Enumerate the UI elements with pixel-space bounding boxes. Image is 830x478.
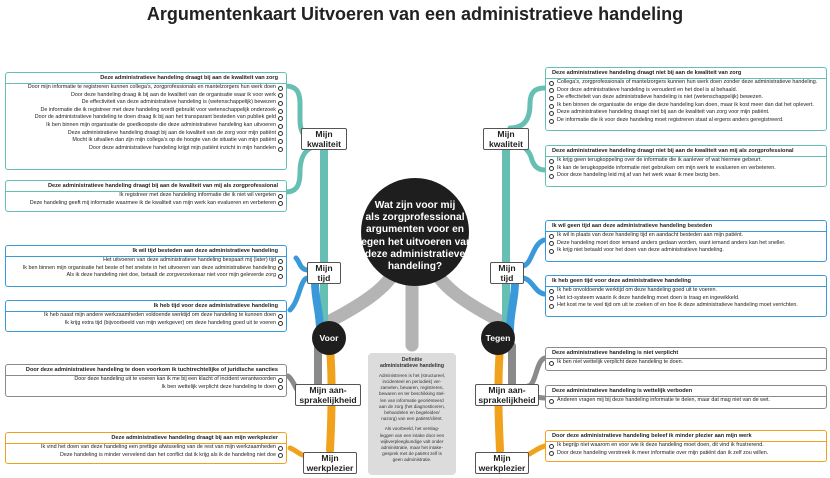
argument-line: Mocht ik uitvallen dan zijn mijn collega’s op de hoogte van de situatie van mijn patiënt [6,137,286,145]
bullet-dot-icon [278,446,283,451]
bullet-dot-icon [549,104,554,109]
argument-box-tegen-tijd-besteden [545,220,827,262]
argument-line: Deze administratieve handeling draagt niet bij aan de kwaliteit van zorg voor mijn patiënt. [546,109,826,117]
bullet-dot-icon [278,194,283,199]
bullet-dot-icon [549,241,554,246]
bullet-dot-icon [278,314,283,319]
bullet-dot-icon [549,304,554,309]
link-left-kwaliteit-2 [285,146,320,192]
tegen-node: Tegen [481,321,515,355]
argument-box-voor-kwaliteit-zorg [5,72,287,170]
argument-line: Ik vind het doen van deze handeling een prettige afwisseling van de rest van mijn werkzaamheden [6,444,286,452]
bullet-dot-icon [549,289,554,294]
bullet-dot-icon [278,109,283,114]
argument-line: Door mijn informatie te registreren kunnen collega’s, zorgprofessionals en mantelzorgers hun werk doen [6,84,286,92]
bullet-dot-icon [278,124,283,129]
definition-line: Als voorbeeld, het verslag- [384,426,440,432]
category-label-line: kwaliteit [489,139,523,149]
branch-right-tijd [510,282,515,330]
category-label-line: Mijn [497,129,515,139]
bullet-dot-icon [549,119,554,124]
category-label-line: tijd [500,273,514,283]
argument-box-heading: Deze administratieve handeling is niet verplicht [546,348,826,359]
definition-panel [368,353,456,475]
category-label-line: Mijn [315,129,333,139]
argument-box-heading: Deze administratieve handeling draagt bij aan de kwaliteit van mij als zorgprofessional [6,181,286,192]
bullet-dot-icon [278,378,283,383]
argument-line: Door de administratieve handeling te doen draag ik bij aan het transparant besteden van publiek geld [6,114,286,122]
argument-box-heading: Door deze administratieve handeling beleef ik minder plezier aan mijn werk [546,431,826,442]
bullet-dot-icon [549,451,554,456]
bullet-dot-icon [549,296,554,301]
definition-line: Administreren is het (structureel, [378,372,446,378]
bullet-dot-icon [549,96,554,101]
category-label-kwaliteit-left [301,128,347,150]
voor-node: Voor [312,321,346,355]
category-label-line: tijd [317,273,331,283]
category-label-line: Mijn aan- [488,385,526,395]
argument-line: Het uitvoeren van deze administratieve handeling bespaart mij (later) tijd [6,257,286,265]
definition-line: incidenteel en periodiek) ver- [382,379,442,385]
link-right-aansprakelijkheid-1 [528,358,545,386]
argument-line: Ik krijg geen terugkoppeling over de informatie die ik aanlever of wat hiermee gebeurt. [546,157,826,165]
bullet-dot-icon [278,274,283,279]
bullet-dot-icon [549,399,554,404]
category-label-line: Mijn [498,263,516,273]
argument-box-heading: Ik wil tijd besteden aan deze administratieve handeling [6,246,286,257]
bullet-dot-icon [278,385,283,390]
argument-line: Het kost me te veel tijd om uit te zoeken of en hoe ik deze administratieve handeling moet verrichten. [546,302,826,310]
bullet-dot-icon [278,93,283,98]
bullet-dot-icon [549,88,554,93]
bullet-dot-icon [278,147,283,152]
bullet-dot-icon [278,139,283,144]
argument-line: Door deze administratieve handeling krijgt mijn patiënt inzicht in mijn handelen [6,145,286,153]
category-label-tijd-left [307,262,341,284]
argument-line: Deze handeling geeft mij informatie waarmee ik de kwaliteit van mijn werk kan evalueren en verbeteren [6,200,286,208]
question-line: deze administratieve [364,248,466,260]
category-label-line: Mijn [321,453,339,463]
argument-box-heading: Ik wil geen tijd aan deze administratieve handeling besteden [546,221,826,232]
argument-line: De effectiviteit van deze administratieve handeling is (wetenschappelijk) bewezen [6,99,286,107]
bullet-dot-icon [278,86,283,91]
argument-line: Door deze handeling leid mij af van het werk waar ik mee bezig ben. [546,172,826,180]
argument-line: Ik krijg extra tijd (bijvoorbeeld van mijn werkgever) om deze handeling goed uit te voeren [6,320,286,328]
question-line: argumenten voor en [366,224,464,236]
definition-line: administratie, maar het intake- [381,445,443,451]
category-label-tijd-right [490,262,524,284]
category-label-line: Mijn aan- [309,385,347,395]
category-label-aansprakelijkheid-right [475,384,539,406]
argument-box-heading: Deze administratieve handeling is wettelijk verboden [546,386,826,397]
argument-box-heading: Deze administratieve handeling draagt bij aan de kwaliteit van zorg [6,73,286,84]
bullet-dot-icon [549,174,554,179]
bullet-dot-icon [278,259,283,264]
argument-box-tegen-tijd-hebben [545,275,827,317]
argument-box-tegen-kwaliteit-zorg [545,67,827,131]
argument-line: De informatie die ik voor deze handeling moet registreren staat al ergens anders geregistreerd. [546,117,826,125]
category-label-line: sprakelijkheid [299,395,357,405]
definition-title-line: administratieve handeling [380,363,444,370]
bullet-dot-icon [549,249,554,254]
argument-box-voor-tijd-besteden [5,245,287,287]
category-label-line: sprakelijkheid [478,395,536,405]
definition-title-line: Definitie [401,357,423,363]
argument-line: Ik heb naast mijn andere werkzaamheden voldoende werktijd om deze handeling te kunnen doen [6,312,286,320]
argument-box-heading: Deze administratieve handeling draagt niet bij aan de kwaliteit van mij als zorgprofessional [546,146,826,157]
definition-line: len van informatie georiënteerd [380,397,444,403]
argument-line: Ik kan de terugkoppelde informatie niet gebruiken om mijn werk te evalueren en verbeteren. [546,165,826,173]
argument-line: Deze administratieve handeling draagt bij aan de kwaliteit van de zorg voor mijn patiënt [6,130,286,138]
question-line: tegen het uitvoeren van [357,236,473,248]
category-label-line: werkplezier [478,463,526,473]
definition-title [370,357,454,370]
central-question [353,200,477,273]
argument-line: Ik wil in plaats van deze handeling tijd en aandacht besteden aan mijn patiënt. [546,232,826,240]
category-label-werkplezier-left [303,452,357,474]
argument-line: Het ict-systeem waarin ik deze handeling moet doen is traag en ingewikkeld. [546,295,826,303]
argument-line: Anderen vragen mij bij deze handeling informatie te delen, maar dat mag niet van de wet. [546,397,826,405]
definition-line: geen administratie. [392,457,432,463]
argument-box-heading: Door deze administratieve handeling te doen voorkom ik tuchtrechtelijke of juridische sancties [6,365,286,376]
argument-box-heading: Deze administratieve handeling draagt bij aan mijn werkplezier [6,433,286,444]
question-line: handeling? [387,261,443,273]
bullet-dot-icon [278,266,283,271]
argument-box-heading: Ik heb tijd voor deze administratieve handeling [6,301,286,312]
argument-line: Ik registreer met deze handeling informatie die ik niet wil vergeten [6,192,286,200]
bullet-dot-icon [278,201,283,206]
argument-line: Als ik deze handeling niet doe, betaalt de zorgverzekeraar niet voor mijn geleverde zorg [6,272,286,280]
bullet-dot-icon [549,361,554,366]
bullet-dot-icon [549,234,554,239]
argument-line: Ik begrijp niet waarom en voor wie ik deze handeling moet doen, dit vind ik frustrerend. [546,442,826,450]
argument-line: Ik ben niet wettelijk verplicht deze handeling te doen. [546,359,826,367]
definition-line: nazorg) van een patiënt/cliënt. [381,416,443,422]
argument-line: Ik ben binnen mijn organisatie het beste of het snelste in het uitvoeren van deze administratieve handeling [6,265,286,273]
bullet-dot-icon [549,159,554,164]
link-right-kwaliteit-1 [510,88,545,128]
link-right-tijd-2 [522,278,544,294]
bullet-dot-icon [549,111,554,116]
category-label-line: kwaliteit [307,139,341,149]
bullet-dot-icon [278,321,283,326]
argument-line: De informatie die ik registreer met deze handeling wordt gebruikt voor wetenschappelijk onderzoek [6,107,286,115]
category-label-werkplezier-right [475,452,529,474]
argument-line: De effectiviteit van deze administratieve handeling is niet (wetenschappelijk) bewezen. [546,94,826,102]
category-label-aansprakelijkheid-left [295,384,361,406]
definition-line: bewaren en ter beschikking stel- [379,391,445,397]
category-label-line: werkplezier [306,463,354,473]
bullet-dot-icon [549,444,554,449]
argument-box-voor-aansprakelijkheid [5,364,287,397]
category-label-line: Mijn [315,263,333,273]
definition-line: zamelen, bewaren, registreren, [380,385,444,391]
bullet-dot-icon [549,166,554,171]
bullet-dot-icon [549,81,554,86]
argument-line: Deze handeling moet door iemand anders gedaan worden, want iemand anders kan het sneller. [546,240,826,248]
argument-line: Door deze handeling verstreek ik meer informatie over mijn patiënt dan ik zelf zou willen. [546,450,826,458]
argument-line: Ik ben binnen mijn organisatie de goedkoopste die deze administratieve handeling kan uitvoeren [6,122,286,130]
argument-box-voor-werkplezier [5,432,287,464]
bullet-dot-icon [278,131,283,136]
argument-line: Collega’s, zorgprofessionals of mantelzorgers kunnen hun werk doen zonder deze administratieve handeling. [546,79,826,87]
definition-line: gesprek met de patiënt zelf is [382,451,442,457]
argument-box-voor-kwaliteit-professional [5,180,287,212]
question-line: als zorgprofessional [365,212,465,224]
argument-box-tegen-wettelijk-verboden [545,385,827,409]
definition-line: leggen van een intake door een [379,432,445,438]
link-left-tijd-2 [290,278,308,310]
bullet-dot-icon [278,101,283,106]
category-label-kwaliteit-right [483,128,529,150]
definition-line: aan de zorg (het diagnosticeren, [379,403,445,409]
definition-line: behandelen en begeleiden/ [384,410,440,416]
argument-box-tegen-werkplezier [545,430,827,462]
page-title: Argumentenkaart Uitvoeren van een administratieve handeling [146,4,684,24]
argument-box-tegen-niet-verplicht [545,347,827,371]
question-line: Wat zijn voor mij [374,200,456,211]
bullet-dot-icon [278,453,283,458]
argument-line: Ik ben wettelijk verplicht deze handeling te doen [6,384,286,392]
bullet-dot-icon [278,116,283,121]
argument-line: Ik ben binnen de organisatie de enige die deze handeling kan doen, maar ik kost meer dan dat het oplevert. [546,102,826,110]
category-label-line: Mijn [493,453,511,463]
argument-line: Ik krijg niet betaald voor het doen van deze administratieve handeling. [546,247,826,255]
argument-box-tegen-kwaliteit-professional [545,145,827,187]
argument-line: Door deze administratieve handeling is verouderd en het doel is al behaald. [546,87,826,95]
argument-line: Deze handeling is minder vervelend dan het conflict dat ik krijg als ik de handeling niet doe [6,452,286,460]
definition-line: wijkverpleegkundige valt onder [380,438,444,444]
argument-box-heading: Ik heb geen tijd voor deze administratieve handeling [546,276,826,287]
argument-line: Ik heb onvoldoende werktijd om deze handeling goed uit te voeren. [546,287,826,295]
link-right-tijd-1 [522,240,544,266]
argument-box-voor-tijd-hebben [5,300,287,332]
argument-box-heading: Deze administratieve handeling draagt niet bij aan de kwaliteit van zorg [546,68,826,79]
argument-line: Door deze handeling draag ik bij aan de kwaliteit van de organisatie waar ik voor werk [6,92,286,100]
argument-line: Door deze handeling uit te voeren kan ik me bij een klacht of incident verantwoorden [6,376,286,384]
